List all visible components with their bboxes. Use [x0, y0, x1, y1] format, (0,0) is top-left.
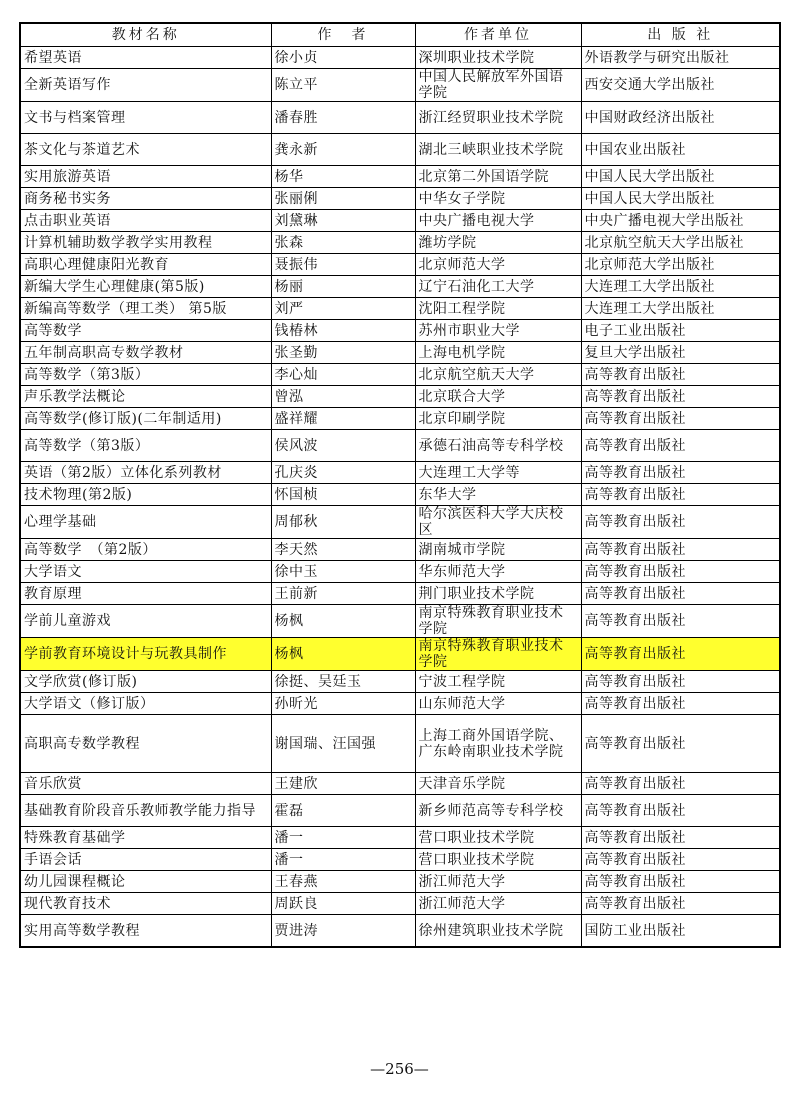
cell-textbook-name: 幼儿园课程概论 — [20, 871, 271, 893]
cell-publisher: 复旦大学出版社 — [581, 342, 780, 364]
table-header-row — [20, 23, 780, 47]
cell-author-institution: 大连理工大学等 — [415, 462, 581, 484]
table-row — [20, 232, 780, 254]
cell-author-institution: 北京师范大学 — [415, 254, 581, 276]
cell-author-institution: 新乡师范高等专科学校 — [415, 795, 581, 827]
cell-textbook-name: 教育原理 — [20, 583, 271, 605]
cell-author: 曾泓 — [271, 386, 415, 408]
table-row — [20, 715, 780, 773]
table-row — [20, 210, 780, 232]
cell-author-institution: 苏州市职业大学 — [415, 320, 581, 342]
cell-publisher: 高等教育出版社 — [581, 638, 780, 671]
cell-author-institution: 东华大学 — [415, 484, 581, 506]
cell-textbook-name: 实用旅游英语 — [20, 166, 271, 188]
cell-author: 徐小贞 — [271, 47, 415, 69]
cell-author-institution: 营口职业技术学院 — [415, 849, 581, 871]
table-row — [20, 166, 780, 188]
cell-textbook-name: 计算机辅助数学教学实用教程 — [20, 232, 271, 254]
table-row — [20, 254, 780, 276]
cell-author-institution: 营口职业技术学院 — [415, 827, 581, 849]
cell-publisher: 高等教育出版社 — [581, 539, 780, 561]
cell-publisher: 高等教育出版社 — [581, 871, 780, 893]
cell-textbook-name: 实用高等数学教程 — [20, 915, 271, 948]
cell-textbook-name: 技术物理(第2版) — [20, 484, 271, 506]
table-row — [20, 462, 780, 484]
cell-textbook-name: 商务秘书实务 — [20, 188, 271, 210]
cell-author-institution: 徐州建筑职业技术学院 — [415, 915, 581, 948]
cell-textbook-name: 新编大学生心理健康(第5版) — [20, 276, 271, 298]
cell-author: 霍磊 — [271, 795, 415, 827]
cell-textbook-name: 心理学基础 — [20, 506, 271, 539]
header-author: 作 者 — [271, 23, 415, 47]
cell-textbook-name: 文书与档案管理 — [20, 102, 271, 134]
cell-publisher: 高等教育出版社 — [581, 408, 780, 430]
cell-author: 杨枫 — [271, 605, 415, 638]
cell-textbook-name: 希望英语 — [20, 47, 271, 69]
cell-textbook-name: 英语（第2版）立体化系列教材 — [20, 462, 271, 484]
table-row — [20, 188, 780, 210]
table-row — [20, 134, 780, 166]
table-row — [20, 849, 780, 871]
cell-author-institution: 北京航空航天大学 — [415, 364, 581, 386]
table-row — [20, 408, 780, 430]
cell-textbook-name: 新编高等数学（理工类） 第5版 — [20, 298, 271, 320]
cell-author: 陈立平 — [271, 69, 415, 102]
cell-publisher: 西安交通大学出版社 — [581, 69, 780, 102]
cell-author: 王建欣 — [271, 773, 415, 795]
cell-publisher: 高等教育出版社 — [581, 795, 780, 827]
header-publisher: 出 版 社 — [581, 23, 780, 47]
table-row — [20, 69, 780, 102]
table-row — [20, 871, 780, 893]
table-row — [20, 583, 780, 605]
table-row — [20, 342, 780, 364]
table-row — [20, 827, 780, 849]
cell-publisher: 大连理工大学出版社 — [581, 276, 780, 298]
table-row — [20, 484, 780, 506]
cell-textbook-name: 特殊教育基础学 — [20, 827, 271, 849]
cell-author: 王春燕 — [271, 871, 415, 893]
cell-author: 侯风波 — [271, 430, 415, 462]
cell-publisher: 高等教育出版社 — [581, 484, 780, 506]
cell-author: 刘严 — [271, 298, 415, 320]
cell-textbook-name: 大学语文（修订版） — [20, 693, 271, 715]
cell-author: 钱椿林 — [271, 320, 415, 342]
cell-publisher: 高等教育出版社 — [581, 827, 780, 849]
cell-author-institution: 山东师范大学 — [415, 693, 581, 715]
cell-author-institution: 浙江师范大学 — [415, 893, 581, 915]
header-textbook-name: 教材名称 — [20, 23, 271, 47]
cell-textbook-name: 全新英语写作 — [20, 69, 271, 102]
table-row — [20, 915, 780, 948]
cell-author: 龚永新 — [271, 134, 415, 166]
cell-textbook-name: 学前教育环境设计与玩教具制作 — [20, 638, 271, 671]
cell-author-institution: 北京联合大学 — [415, 386, 581, 408]
cell-textbook-name: 高等数学（第3版） — [20, 430, 271, 462]
cell-publisher: 高等教育出版社 — [581, 773, 780, 795]
cell-author: 刘黛琳 — [271, 210, 415, 232]
cell-author-institution: 宁波工程学院 — [415, 671, 581, 693]
cell-publisher: 中国农业出版社 — [581, 134, 780, 166]
table-row — [20, 276, 780, 298]
cell-author: 张森 — [271, 232, 415, 254]
cell-author-institution: 天津音乐学院 — [415, 773, 581, 795]
cell-publisher: 高等教育出版社 — [581, 849, 780, 871]
cell-author-institution: 中华女子学院 — [415, 188, 581, 210]
cell-textbook-name: 手语会话 — [20, 849, 271, 871]
table-row — [20, 638, 780, 671]
cell-publisher: 高等教育出版社 — [581, 561, 780, 583]
table-row — [20, 773, 780, 795]
cell-publisher: 中央广播电视大学出版社 — [581, 210, 780, 232]
textbook-table — [19, 22, 781, 948]
cell-textbook-name: 高等数学(修订版)(二年制适用) — [20, 408, 271, 430]
cell-publisher: 大连理工大学出版社 — [581, 298, 780, 320]
cell-author-institution: 湖南城市学院 — [415, 539, 581, 561]
table-row — [20, 430, 780, 462]
cell-author: 孙昕光 — [271, 693, 415, 715]
table-row — [20, 795, 780, 827]
cell-author: 杨华 — [271, 166, 415, 188]
cell-author: 张丽俐 — [271, 188, 415, 210]
cell-textbook-name: 茶文化与茶道艺术 — [20, 134, 271, 166]
cell-author: 潘一 — [271, 849, 415, 871]
table-row — [20, 605, 780, 638]
cell-textbook-name: 现代教育技术 — [20, 893, 271, 915]
table-row — [20, 102, 780, 134]
cell-publisher: 中国人民大学出版社 — [581, 188, 780, 210]
table-row — [20, 320, 780, 342]
cell-author-institution: 南京特殊教育职业技术学院 — [415, 605, 581, 638]
cell-author-institution: 深圳职业技术学院 — [415, 47, 581, 69]
cell-author-institution: 哈尔滨医科大学大庆校区 — [415, 506, 581, 539]
table-body — [20, 47, 780, 948]
cell-publisher: 高等教育出版社 — [581, 893, 780, 915]
cell-author-institution: 中央广播电视大学 — [415, 210, 581, 232]
cell-author: 贾进涛 — [271, 915, 415, 948]
cell-author: 杨丽 — [271, 276, 415, 298]
table-row — [20, 298, 780, 320]
cell-author-institution: 承德石油高等专科学校 — [415, 430, 581, 462]
cell-author-institution: 北京印刷学院 — [415, 408, 581, 430]
cell-textbook-name: 大学语文 — [20, 561, 271, 583]
cell-publisher: 高等教育出版社 — [581, 462, 780, 484]
cell-publisher: 高等教育出版社 — [581, 583, 780, 605]
cell-publisher: 中国财政经济出版社 — [581, 102, 780, 134]
cell-author: 怀国桢 — [271, 484, 415, 506]
cell-author-institution: 上海工商外国语学院、广东岭南职业技术学院 — [415, 715, 581, 773]
cell-author: 谢国瑞、汪国强 — [271, 715, 415, 773]
cell-publisher: 高等教育出版社 — [581, 605, 780, 638]
cell-author: 李心灿 — [271, 364, 415, 386]
cell-author: 潘一 — [271, 827, 415, 849]
cell-author: 徐挺、吴廷玉 — [271, 671, 415, 693]
cell-textbook-name: 高职高专数学教程 — [20, 715, 271, 773]
cell-textbook-name: 文学欣赏(修订版) — [20, 671, 271, 693]
cell-publisher: 高等教育出版社 — [581, 715, 780, 773]
cell-author: 孔庆炎 — [271, 462, 415, 484]
cell-publisher: 高等教育出版社 — [581, 430, 780, 462]
cell-author: 潘春胜 — [271, 102, 415, 134]
table-row — [20, 561, 780, 583]
cell-publisher: 北京航空航天大学出版社 — [581, 232, 780, 254]
cell-textbook-name: 声乐教学法概论 — [20, 386, 271, 408]
cell-author: 周郁秋 — [271, 506, 415, 539]
cell-author-institution: 浙江经贸职业技术学院 — [415, 102, 581, 134]
cell-textbook-name: 五年制高职高专数学教材 — [20, 342, 271, 364]
table-row — [20, 506, 780, 539]
cell-author-institution: 北京第二外国语学院 — [415, 166, 581, 188]
table-row — [20, 671, 780, 693]
cell-textbook-name: 点击职业英语 — [20, 210, 271, 232]
cell-publisher: 高等教育出版社 — [581, 386, 780, 408]
catalog-sheet — [19, 22, 779, 948]
cell-publisher: 高等教育出版社 — [581, 506, 780, 539]
table-row — [20, 539, 780, 561]
cell-author: 徐中玉 — [271, 561, 415, 583]
cell-publisher: 电子工业出版社 — [581, 320, 780, 342]
cell-textbook-name: 高等数学 — [20, 320, 271, 342]
table-row — [20, 893, 780, 915]
table-row — [20, 693, 780, 715]
cell-author-institution: 华东师范大学 — [415, 561, 581, 583]
cell-publisher: 外语教学与研究出版社 — [581, 47, 780, 69]
page-number: —256— — [370, 1060, 429, 1078]
cell-publisher: 国防工业出版社 — [581, 915, 780, 948]
cell-publisher: 高等教育出版社 — [581, 364, 780, 386]
cell-publisher: 中国人民大学出版社 — [581, 166, 780, 188]
cell-author: 聂振伟 — [271, 254, 415, 276]
cell-author: 王前新 — [271, 583, 415, 605]
cell-author: 杨枫 — [271, 638, 415, 671]
cell-author-institution: 浙江师范大学 — [415, 871, 581, 893]
table-row — [20, 386, 780, 408]
table-row — [20, 47, 780, 69]
cell-author-institution: 辽宁石油化工大学 — [415, 276, 581, 298]
cell-author-institution: 潍坊学院 — [415, 232, 581, 254]
cell-author-institution: 荆门职业技术学院 — [415, 583, 581, 605]
cell-author: 盛祥耀 — [271, 408, 415, 430]
cell-textbook-name: 高等数学 （第2版） — [20, 539, 271, 561]
cell-textbook-name: 高等数学（第3版） — [20, 364, 271, 386]
cell-author: 张圣勤 — [271, 342, 415, 364]
cell-publisher: 北京师范大学出版社 — [581, 254, 780, 276]
table-row — [20, 364, 780, 386]
cell-textbook-name: 学前儿童游戏 — [20, 605, 271, 638]
cell-author-institution: 南京特殊教育职业技术学院 — [415, 638, 581, 671]
cell-author-institution: 沈阳工程学院 — [415, 298, 581, 320]
cell-publisher: 高等教育出版社 — [581, 671, 780, 693]
cell-author-institution: 中国人民解放军外国语学院 — [415, 69, 581, 102]
cell-author-institution: 上海电机学院 — [415, 342, 581, 364]
header-author-institution: 作者单位 — [415, 23, 581, 47]
cell-author-institution: 湖北三峡职业技术学院 — [415, 134, 581, 166]
cell-author: 李天然 — [271, 539, 415, 561]
cell-textbook-name: 音乐欣赏 — [20, 773, 271, 795]
cell-textbook-name: 高职心理健康阳光教育 — [20, 254, 271, 276]
cell-textbook-name: 基础教育阶段音乐教师教学能力指导 — [20, 795, 271, 827]
cell-author: 周跃良 — [271, 893, 415, 915]
cell-publisher: 高等教育出版社 — [581, 693, 780, 715]
